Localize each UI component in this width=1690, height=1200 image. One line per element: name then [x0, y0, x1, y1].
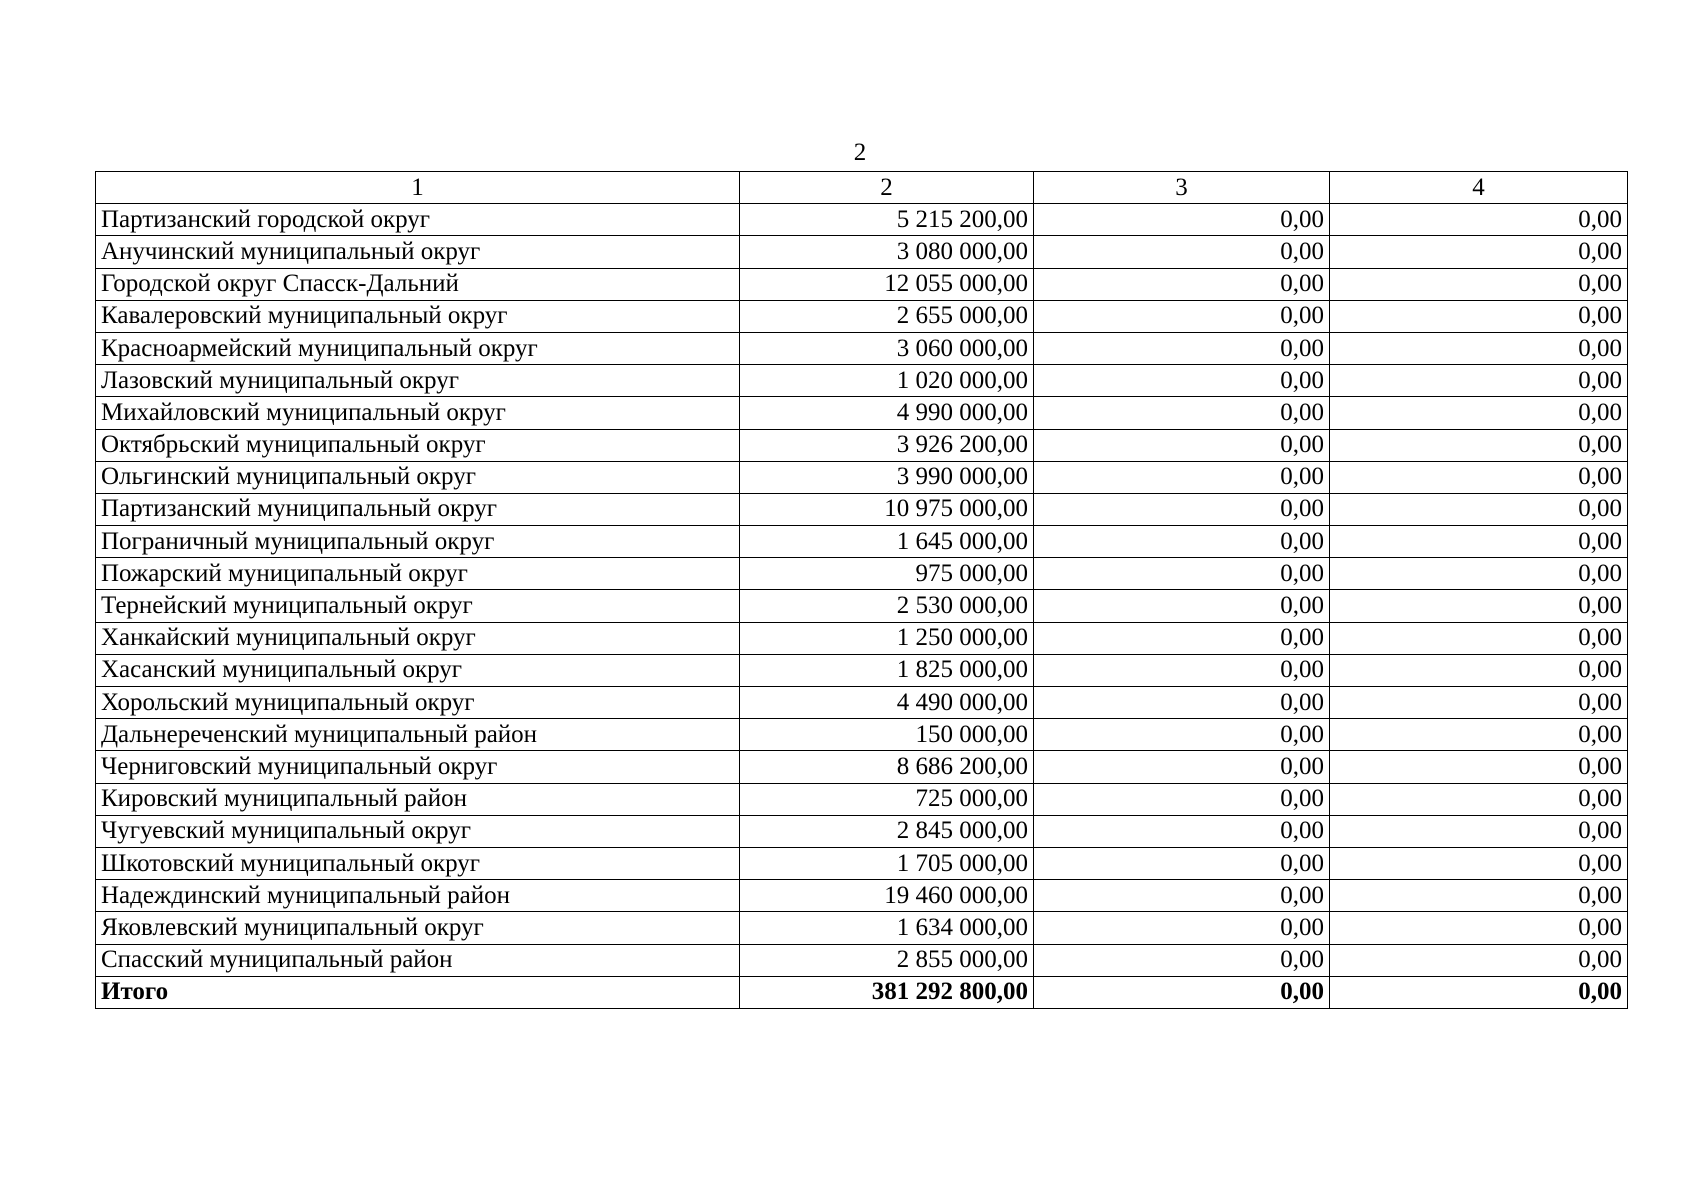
district-name-cell: Чугуевский муниципальный округ: [96, 815, 740, 847]
column-header: 4: [1330, 172, 1628, 204]
table-row: [96, 847, 1628, 879]
amount-cell: 0,00: [1034, 654, 1330, 686]
amount-cell: 3 080 000,00: [740, 236, 1034, 268]
amount-cell: 0,00: [1330, 815, 1628, 847]
header-row: [96, 172, 1628, 204]
amount-cell: 2 845 000,00: [740, 815, 1034, 847]
table-row: [96, 880, 1628, 912]
amount-cell: 0,00: [1034, 397, 1330, 429]
amount-cell: 0,00: [1330, 429, 1628, 461]
amount-cell: 381 292 800,00: [740, 976, 1034, 1008]
amount-cell: 0,00: [1034, 783, 1330, 815]
amount-cell: 8 686 200,00: [740, 751, 1034, 783]
amount-cell: 0,00: [1330, 654, 1628, 686]
amount-cell: 0,00: [1034, 300, 1330, 332]
district-name-cell: Яковлевский муниципальный округ: [96, 912, 740, 944]
amount-cell: 1 645 000,00: [740, 526, 1034, 558]
table-row: [96, 912, 1628, 944]
table-row: [96, 236, 1628, 268]
amount-cell: 0,00: [1330, 332, 1628, 364]
district-name-cell: Дальнереченский муниципальный район: [96, 719, 740, 751]
district-name-cell: Анучинский муниципальный округ: [96, 236, 740, 268]
amount-cell: 0,00: [1034, 429, 1330, 461]
district-name-cell: Надеждинский муниципальный район: [96, 880, 740, 912]
amount-cell: 0,00: [1034, 365, 1330, 397]
amount-cell: 19 460 000,00: [740, 880, 1034, 912]
table-row: [96, 751, 1628, 783]
column-header: 2: [740, 172, 1034, 204]
amount-cell: 3 060 000,00: [740, 332, 1034, 364]
amount-cell: 725 000,00: [740, 783, 1034, 815]
district-name-cell: Городской округ Спасск-Дальний: [96, 268, 740, 300]
amount-cell: 12 055 000,00: [740, 268, 1034, 300]
amount-cell: 0,00: [1034, 461, 1330, 493]
amount-cell: 10 975 000,00: [740, 493, 1034, 525]
district-name-cell: Черниговский муниципальный округ: [96, 751, 740, 783]
amount-cell: 0,00: [1330, 461, 1628, 493]
table-row: [96, 429, 1628, 461]
amount-cell: 0,00: [1330, 397, 1628, 429]
amount-cell: 0,00: [1034, 268, 1330, 300]
amount-cell: 0,00: [1034, 976, 1330, 1008]
district-name-cell: Пограничный муниципальный округ: [96, 526, 740, 558]
amount-cell: 1 825 000,00: [740, 654, 1034, 686]
district-name-cell: Шкотовский муниципальный округ: [96, 847, 740, 879]
amount-cell: 3 990 000,00: [740, 461, 1034, 493]
district-name-cell: Кировский муниципальный район: [96, 783, 740, 815]
table-row: [96, 622, 1628, 654]
amount-cell: 975 000,00: [740, 558, 1034, 590]
amount-cell: 1 634 000,00: [740, 912, 1034, 944]
table-row: [96, 526, 1628, 558]
district-name-cell: Красноармейский муниципальный округ: [96, 332, 740, 364]
table-row: [96, 204, 1628, 236]
amount-cell: 0,00: [1330, 687, 1628, 719]
amount-cell: 0,00: [1034, 687, 1330, 719]
amount-cell: 0,00: [1330, 300, 1628, 332]
amount-cell: 0,00: [1034, 751, 1330, 783]
amount-cell: 0,00: [1034, 944, 1330, 976]
district-name-cell: Лазовский муниципальный округ: [96, 365, 740, 397]
amount-cell: 0,00: [1034, 912, 1330, 944]
district-name-cell: Итого: [96, 976, 740, 1008]
column-header: 1: [96, 172, 740, 204]
amount-cell: 0,00: [1330, 204, 1628, 236]
table-row: [96, 365, 1628, 397]
amount-cell: 0,00: [1034, 880, 1330, 912]
amount-cell: 150 000,00: [740, 719, 1034, 751]
amount-cell: 0,00: [1330, 526, 1628, 558]
table-row: [96, 558, 1628, 590]
amount-cell: 2 530 000,00: [740, 590, 1034, 622]
amount-cell: 0,00: [1330, 847, 1628, 879]
table-row: [96, 654, 1628, 686]
amount-cell: 2 655 000,00: [740, 300, 1034, 332]
district-name-cell: Спасский муниципальный район: [96, 944, 740, 976]
table-row: [96, 687, 1628, 719]
table-row: [96, 719, 1628, 751]
amount-cell: 0,00: [1034, 236, 1330, 268]
district-name-cell: Ольгинский муниципальный округ: [96, 461, 740, 493]
amount-cell: 0,00: [1330, 236, 1628, 268]
amount-cell: 0,00: [1034, 558, 1330, 590]
amount-cell: 0,00: [1330, 493, 1628, 525]
amount-cell: 0,00: [1034, 493, 1330, 525]
district-name-cell: Хорольский муниципальный округ: [96, 687, 740, 719]
amount-cell: 0,00: [1034, 622, 1330, 654]
amount-cell: 0,00: [1330, 590, 1628, 622]
district-name-cell: Партизанский городской округ: [96, 204, 740, 236]
page-number: 2: [853, 139, 867, 166]
district-name-cell: Хасанский муниципальный округ: [96, 654, 740, 686]
amount-cell: 0,00: [1034, 719, 1330, 751]
table-row: [96, 783, 1628, 815]
district-name-cell: Кавалеровский муниципальный округ: [96, 300, 740, 332]
amount-cell: 0,00: [1034, 204, 1330, 236]
table-row: [96, 590, 1628, 622]
column-header: 3: [1034, 172, 1330, 204]
amount-cell: 1 020 000,00: [740, 365, 1034, 397]
amount-cell: 0,00: [1034, 590, 1330, 622]
table-row: [96, 268, 1628, 300]
table-row: [96, 461, 1628, 493]
amount-cell: 0,00: [1330, 365, 1628, 397]
amount-cell: 0,00: [1330, 558, 1628, 590]
table-row: [96, 493, 1628, 525]
total-row: [96, 976, 1628, 1008]
amount-cell: 0,00: [1330, 622, 1628, 654]
district-name-cell: Партизанский муниципальный округ: [96, 493, 740, 525]
amount-cell: 0,00: [1330, 751, 1628, 783]
amount-cell: 0,00: [1330, 880, 1628, 912]
amount-cell: 0,00: [1034, 332, 1330, 364]
amount-cell: 0,00: [1034, 847, 1330, 879]
amount-cell: 1 250 000,00: [740, 622, 1034, 654]
district-name-cell: Пожарский муниципальный округ: [96, 558, 740, 590]
district-name-cell: Октябрьский муниципальный округ: [96, 429, 740, 461]
table-row: [96, 397, 1628, 429]
amount-cell: 1 705 000,00: [740, 847, 1034, 879]
table-row: [96, 944, 1628, 976]
amount-cell: 4 490 000,00: [740, 687, 1034, 719]
district-name-cell: Тернейский муниципальный округ: [96, 590, 740, 622]
table-row: [96, 815, 1628, 847]
amount-cell: 5 215 200,00: [740, 204, 1034, 236]
table-row: [96, 332, 1628, 364]
amount-cell: 2 855 000,00: [740, 944, 1034, 976]
amount-cell: 3 926 200,00: [740, 429, 1034, 461]
amount-cell: 4 990 000,00: [740, 397, 1034, 429]
table-row: [96, 300, 1628, 332]
amount-cell: 0,00: [1330, 976, 1628, 1008]
amount-cell: 0,00: [1330, 783, 1628, 815]
district-name-cell: Ханкайский муниципальный округ: [96, 622, 740, 654]
amount-cell: 0,00: [1330, 944, 1628, 976]
amount-cell: 0,00: [1330, 268, 1628, 300]
amount-cell: 0,00: [1330, 719, 1628, 751]
amount-cell: 0,00: [1034, 815, 1330, 847]
budget-table: [95, 171, 1628, 1009]
amount-cell: 0,00: [1034, 526, 1330, 558]
district-name-cell: Михайловский муниципальный округ: [96, 397, 740, 429]
amount-cell: 0,00: [1330, 912, 1628, 944]
